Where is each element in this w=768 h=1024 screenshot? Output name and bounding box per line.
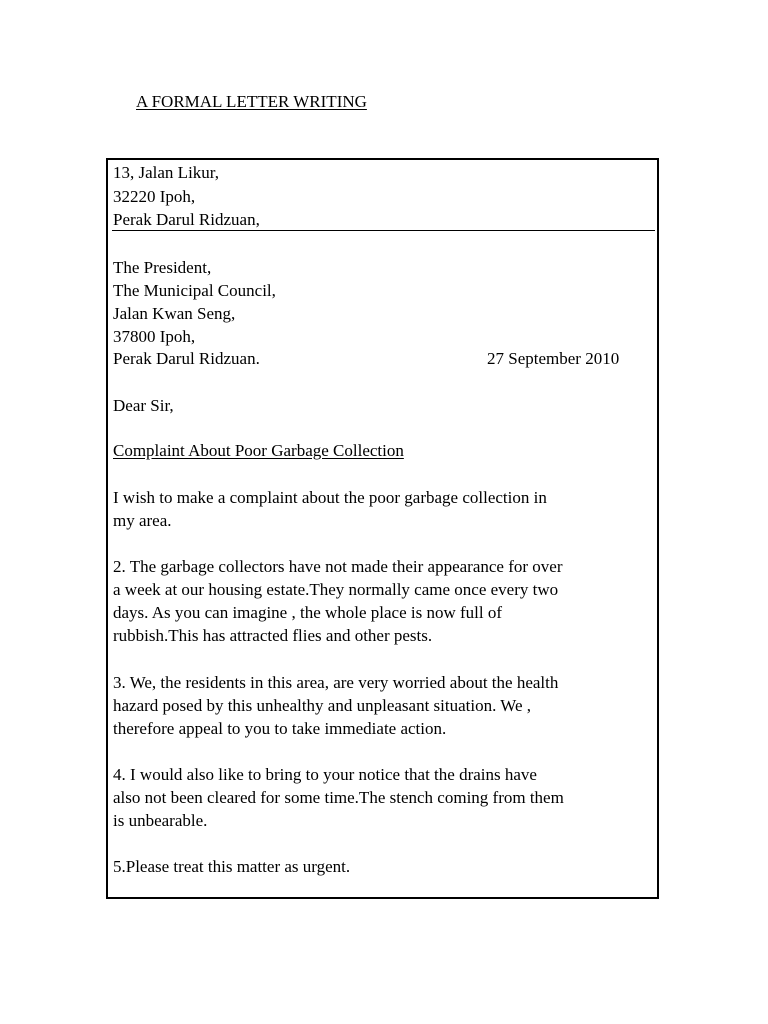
recipient-address-line-2: The Municipal Council, — [113, 281, 276, 300]
sender-address-line-3: Perak Darul Ridzuan, — [113, 210, 260, 229]
paragraph-1-line-1: I wish to make a complaint about the poor garbage collection in — [113, 488, 547, 507]
paragraph-2-line-4: rubbish.This has attracted flies and other pests. — [113, 626, 433, 645]
paragraph-4-line-3: is unbearable. — [113, 811, 208, 830]
paragraph-1-line-2: my area. — [113, 511, 172, 530]
subject-line: Complaint About Poor Garbage Collection — [113, 441, 404, 460]
recipient-address-line-4: 37800 Ipoh, — [113, 327, 196, 346]
salutation: Dear Sir, — [113, 396, 174, 415]
paragraph-3-line-3: therefore appeal to you to take immediate action. — [113, 719, 447, 738]
sender-address-line-1: 13, Jalan Likur, — [113, 163, 220, 182]
paragraph-4-line-1: 4. I would also like to bring to your notice that the drains have — [113, 765, 537, 784]
sender-address-line-2: 32220 Ipoh, — [113, 187, 196, 206]
paragraph-4-line-2: also not been cleared for some time.The stench coming from them — [113, 788, 564, 807]
paragraph-5-line-1: 5.Please treat this matter as urgent. — [113, 857, 351, 876]
paragraph-3-line-1: 3. We, the residents in this area, are very worried about the health — [113, 673, 559, 692]
paragraph-2-line-1: 2. The garbage collectors have not made their appearance for over — [113, 557, 563, 576]
recipient-address-line-1: The President, — [113, 258, 212, 277]
page-title: A FORMAL LETTER WRITING — [136, 92, 367, 111]
recipient-address-line-5: Perak Darul Ridzuan. — [113, 349, 260, 368]
paragraph-3-line-2: hazard posed by this unhealthy and unpleasant situation. We , — [113, 696, 532, 715]
paragraph-2-line-2: a week at our housing estate.They normally came once every two — [113, 580, 559, 599]
address-divider — [112, 230, 655, 231]
letter-date: 27 September 2010 — [487, 349, 620, 368]
recipient-address-line-3: Jalan Kwan Seng, — [113, 304, 236, 323]
paragraph-2-line-3: days. As you can imagine , the whole place is now full of — [113, 603, 503, 622]
